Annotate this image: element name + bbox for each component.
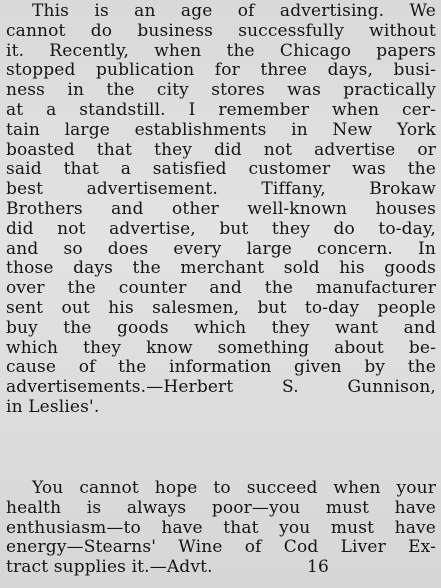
text-line: cannot do business successfully without (6, 21, 436, 41)
text-line: cause of the information given by the (6, 358, 436, 378)
text-line: those days the merchant sold his goods (6, 259, 436, 279)
text-line: You cannot hope to succeed when your (32, 479, 436, 498)
text-line: energy—Stearns' Wine of Cod Liver Ex- (6, 538, 436, 558)
text-line: buy the goods which they want and (6, 318, 436, 338)
text-line: tain large establishments in New York (6, 120, 436, 140)
text-line: advertisements.—Herbert S. Gunnison, (6, 378, 436, 398)
text-line: said that a satisfied customer was the (6, 160, 436, 180)
advertisement-paragraph (6, 479, 436, 578)
text-line: ness in the city stores was practically (6, 81, 436, 101)
text-line: did not advertise, but they do to-day, (6, 219, 436, 239)
text-line: stopped publication for three days, busi- (6, 61, 436, 81)
text-line: This is an age of advertising. We (32, 2, 436, 21)
advertising-paragraph (6, 2, 436, 418)
text-line: sent out his salesmen, but to-day people (6, 298, 436, 318)
text-line: tract supplies it.—Advt. 16 (6, 558, 329, 578)
text-line: best advertisement. Tiffany, Brokaw (6, 180, 436, 200)
text-line: health is always poor—you must have (6, 498, 436, 518)
text-line: enthusiasm—to have that you must have (6, 518, 436, 538)
text-line: Brothers and other well-known houses (6, 199, 436, 219)
text-line: over the counter and the manufacturer (6, 279, 436, 299)
attribution-line: in Leslies'. (6, 397, 100, 417)
text-line: it. Recently, when the Chicago papers (6, 41, 436, 61)
text-line: and so does every large concern. In (6, 239, 436, 259)
text-line: boasted that they did not advertise or (6, 140, 436, 160)
text-line: which they know something about be- (6, 338, 436, 358)
text-line: at a standstill. I remember when cer- (6, 100, 436, 120)
